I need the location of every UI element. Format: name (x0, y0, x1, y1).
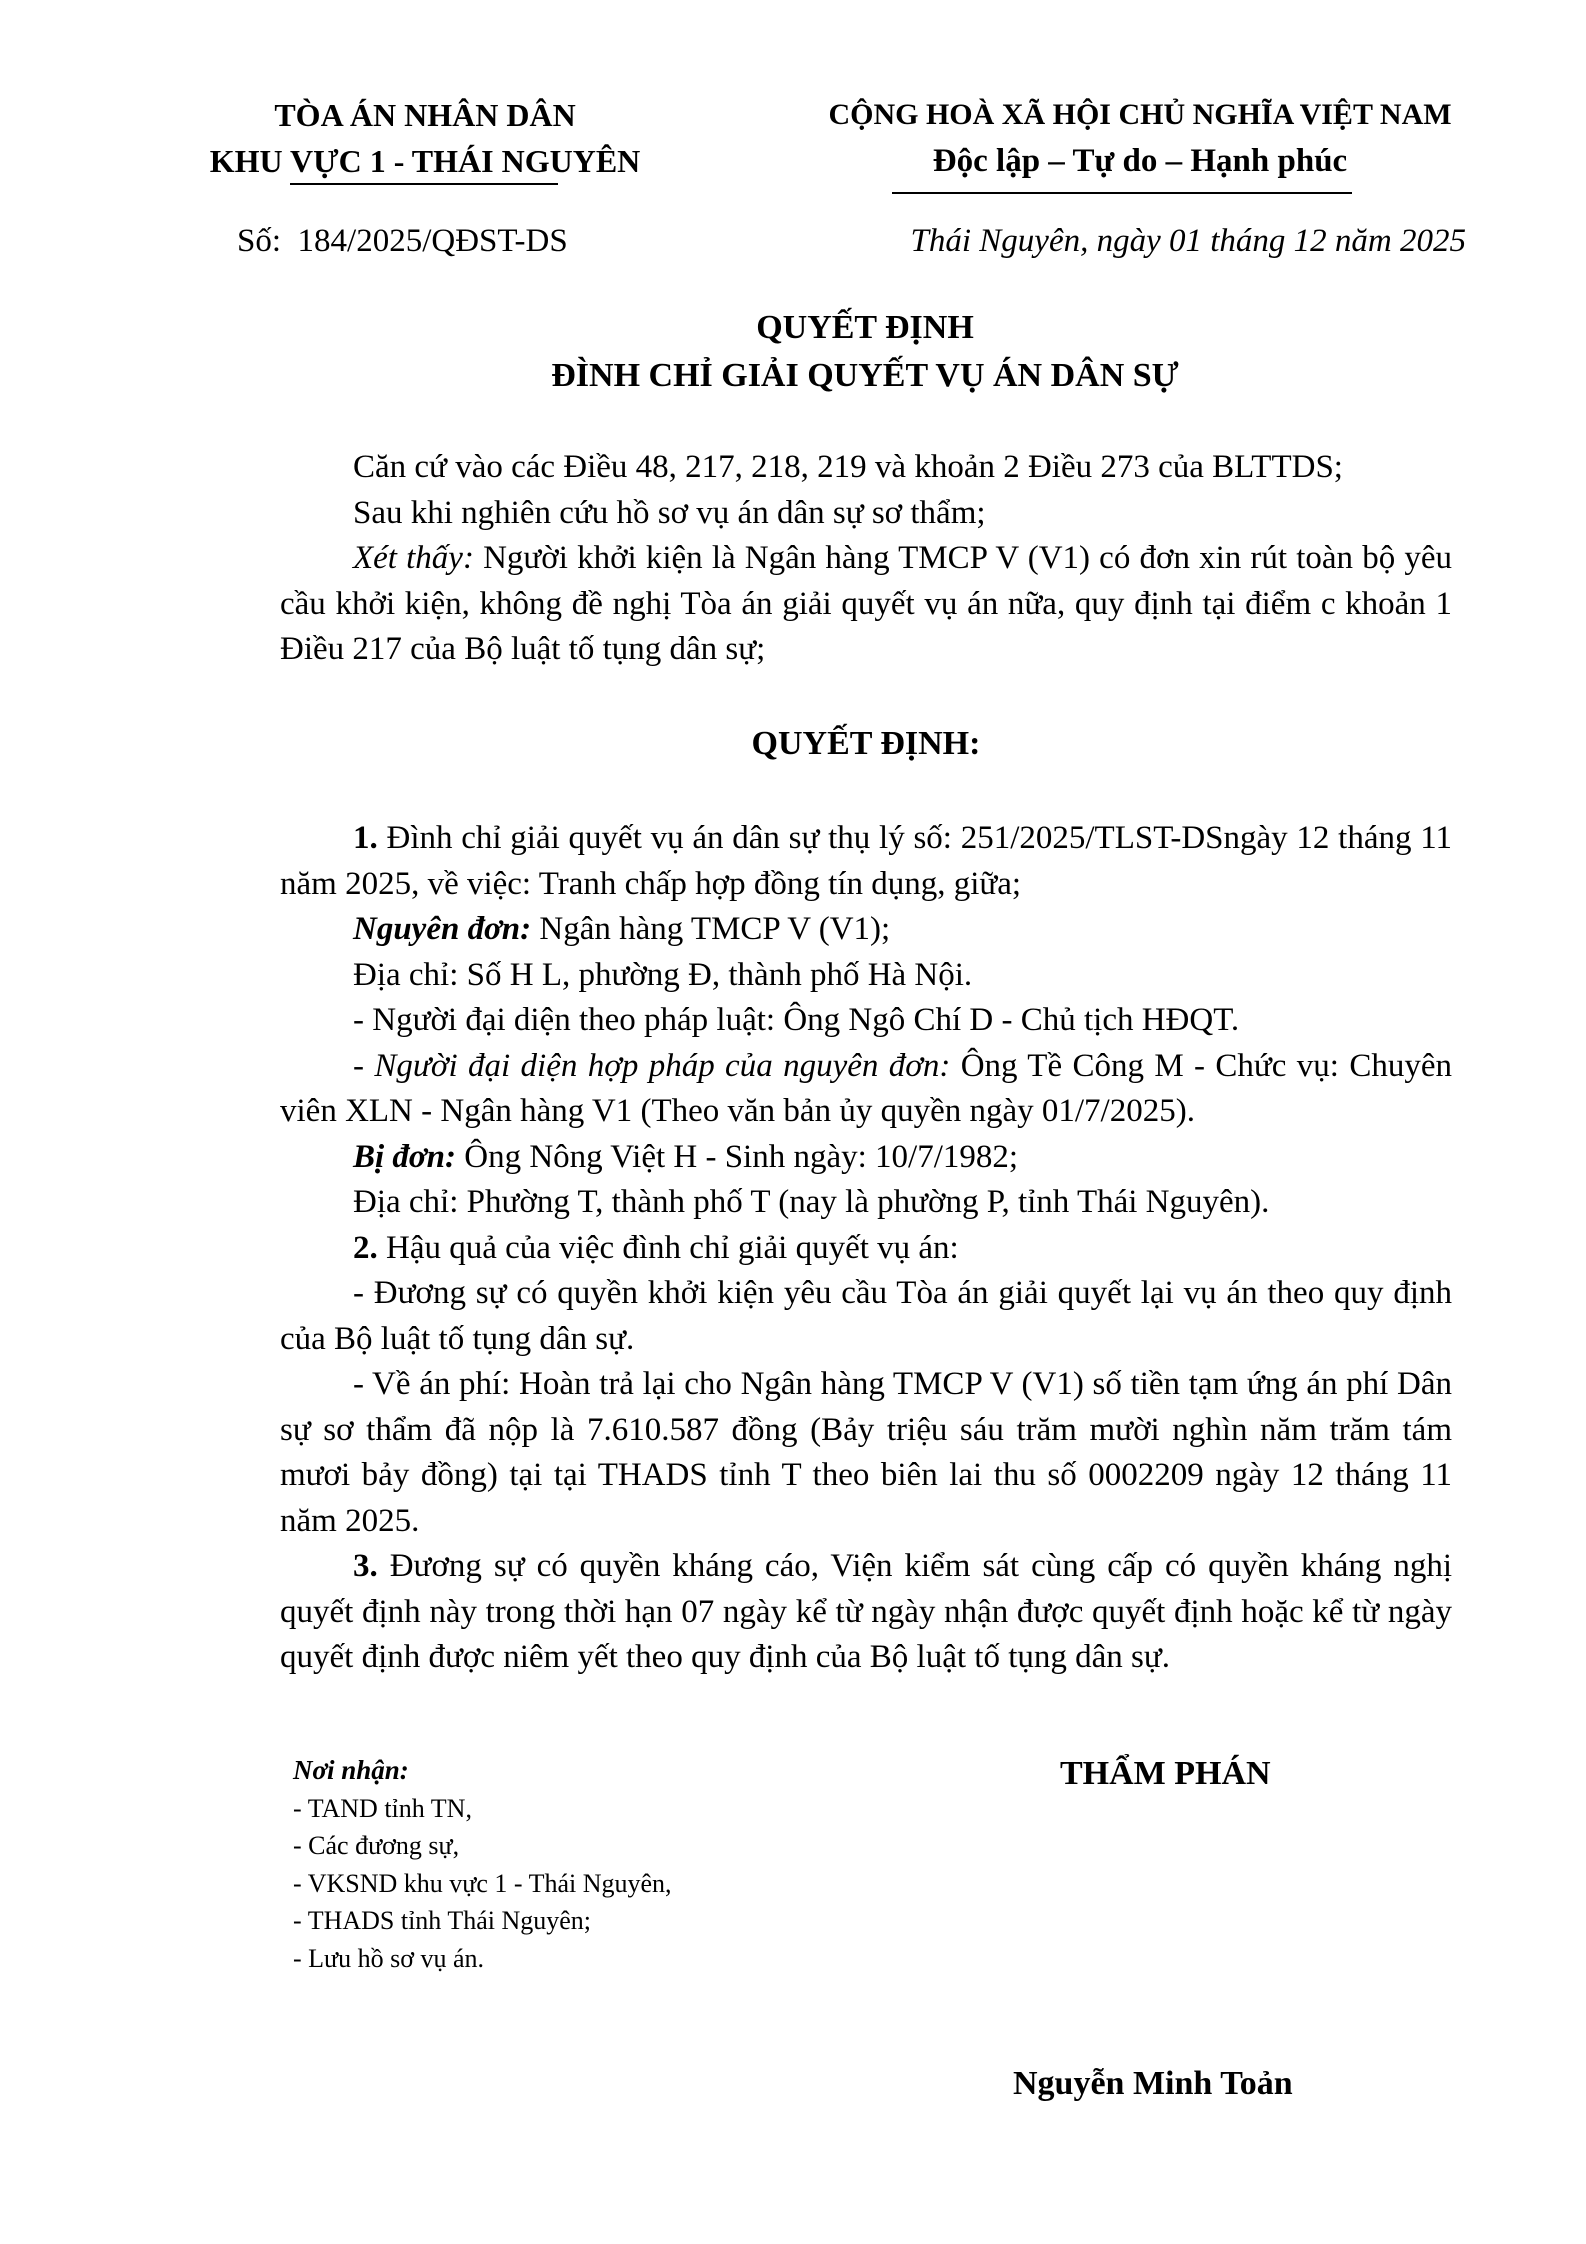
recipients-block (293, 1752, 813, 1977)
recipient-item: - THADS tỉnh Thái Nguyên; (293, 1906, 592, 1935)
defendant-address: Địa chỉ: Phường T, thành phố T (nay là phường P, tỉnh Thái Nguyên). (353, 1184, 1270, 1220)
decision-item-1 (280, 816, 1452, 907)
authorized-rep-label: Người đại diện hợp pháp của nguyên đơn: (374, 1047, 951, 1084)
recipient-item: - Lưu hồ sơ vụ án. (293, 1943, 485, 1973)
decision-item-1-number: 1. (353, 820, 378, 856)
consideration-paragraph (280, 536, 1452, 673)
basis-line-2: Sau khi nghiên cứu hồ sơ vụ án dân sự sơ thẩm; (353, 494, 986, 531)
decision-item-1-text: Đình chỉ giải quyết vụ án dân sự thụ lý số: 251/2025/TLST-DSngày 12 tháng 11 năm 2025, về việc: Tranh chấp hợp đồng tín dụng, giữa; (280, 820, 1452, 902)
court-region: KHU VỰC 1 - THÁI NGUYÊN (209, 143, 641, 179)
decision-item-3-text: Đương sự có quyền kháng cáo, Viện kiểm sát cùng cấp có quyền kháng nghị quyết định này trong thời hạn 07 ngày kể từ ngày nhận được quyết định hoặc kể từ ngày quyết định được niêm yết theo quy định của Bộ luật tố tụng dân sự. (280, 1548, 1452, 1675)
judge-name: Nguyễn Minh Toản (1013, 2065, 1293, 2102)
court-header-underline (290, 183, 558, 185)
decision-item-2 (280, 1226, 1452, 1272)
consideration-text: Người khởi kiện là Ngân hàng TMCP V (V1) có đơn xin rút toàn bộ yêu cầu khởi kiện, không đề nghị Tòa án giải quyết vụ án nữa, quy định tại điểm c khoản 1 Điều 217 của Bộ luật tố tụng dân sự; (280, 540, 1452, 667)
consideration-label: Xét thấy: (353, 540, 474, 576)
national-motto: Độc lập – Tự do – Hạnh phúc (932, 143, 1348, 179)
judge-title: THẨM PHÁN (1060, 1755, 1271, 1792)
title-line-2: ĐÌNH CHỈ GIẢI QUYẾT VỤ ÁN DÂN SỰ (551, 357, 1179, 394)
document-date: Thái Nguyên, ngày 01 tháng 12 năm 2025 (910, 223, 1466, 259)
recipients-title: Nơi nhận: (293, 1755, 409, 1785)
defendant-text: Ông Nông Việt H - Sinh ngày: 10/7/1982; (455, 1138, 1019, 1175)
document-title (280, 304, 1450, 400)
court-name: TÒA ÁN NHÂN DÂN (274, 97, 576, 133)
decision-item-2-number: 2. (353, 1229, 378, 1266)
authorized-rep-text: Ông Tề Công M - Chức vụ: Chuyên viên XLN - Ngân hàng V1 (Theo văn bản ủy quyền ngày 01/7/2025). (280, 1047, 1452, 1129)
plaintiff-address: Địa chỉ: Số H L, phường Đ, thành phố Hà Nội. (353, 956, 973, 993)
plaintiff-text: Ngân hàng TMCP V (V1); (531, 911, 891, 947)
national-header (780, 92, 1500, 184)
legal-representative: - Người đại diện theo pháp luật: Ông Ngô Chí D - Chủ tịch HĐQT. (353, 1002, 1240, 1038)
basis-line-1: Căn cứ vào các Điều 48, 217, 218, 219 và khoản 2 Điều 273 của BLTTDS; (353, 449, 1343, 485)
court-header (175, 92, 675, 184)
recipient-item: - Các đương sự, (293, 1831, 460, 1860)
consequence-right-to-sue: - Đương sự có quyền khởi kiện yêu cầu Tòa án giải quyết lại vụ án theo quy định của Bộ luật tố tụng dân sự. (280, 1275, 1452, 1357)
plaintiff-label: Nguyên đơn: (353, 911, 532, 947)
motto-underline (892, 192, 1352, 194)
authorized-rep-prefix: - (353, 1047, 375, 1084)
defendant-line (280, 1135, 1452, 1181)
recipient-item: - VKSND khu vực 1 - Thái Nguyên, (293, 1868, 672, 1898)
title-line-1: QUYẾT ĐỊNH (756, 309, 974, 346)
decision-item-3 (280, 1544, 1452, 1681)
recipient-item: - TAND tỉnh TN, (293, 1793, 472, 1823)
defendant-label: Bị đơn: (353, 1138, 456, 1175)
authorized-representative (280, 1044, 1452, 1135)
document-number: Số: 184/2025/QĐST-DS (237, 223, 568, 259)
plaintiff-line (280, 907, 1452, 953)
decision-heading: QUYẾT ĐỊNH: (751, 724, 981, 762)
decision-item-2-text: Hậu quả của việc đình chỉ giải quyết vụ án: (377, 1229, 959, 1266)
decision-item-3-number: 3. (353, 1548, 378, 1584)
consequence-court-fee: - Về án phí: Hoàn trả lại cho Ngân hàng TMCP V (V1) số tiền tạm ứng án phí Dân sự sơ thẩm đã nộp là 7.610.587 đồng (Bảy triệu sáu trăm mười nghìn năm trăm tám mươi bảy đồng) tại tại THADS tỉnh T theo biên lai thu số 0002209 ngày 12 tháng 11 năm 2025. (280, 1366, 1452, 1539)
document-body (280, 445, 1452, 1681)
national-title: CỘNG HOÀ XÃ HỘI CHỦ NGHĨA VIỆT NAM (828, 98, 1452, 131)
